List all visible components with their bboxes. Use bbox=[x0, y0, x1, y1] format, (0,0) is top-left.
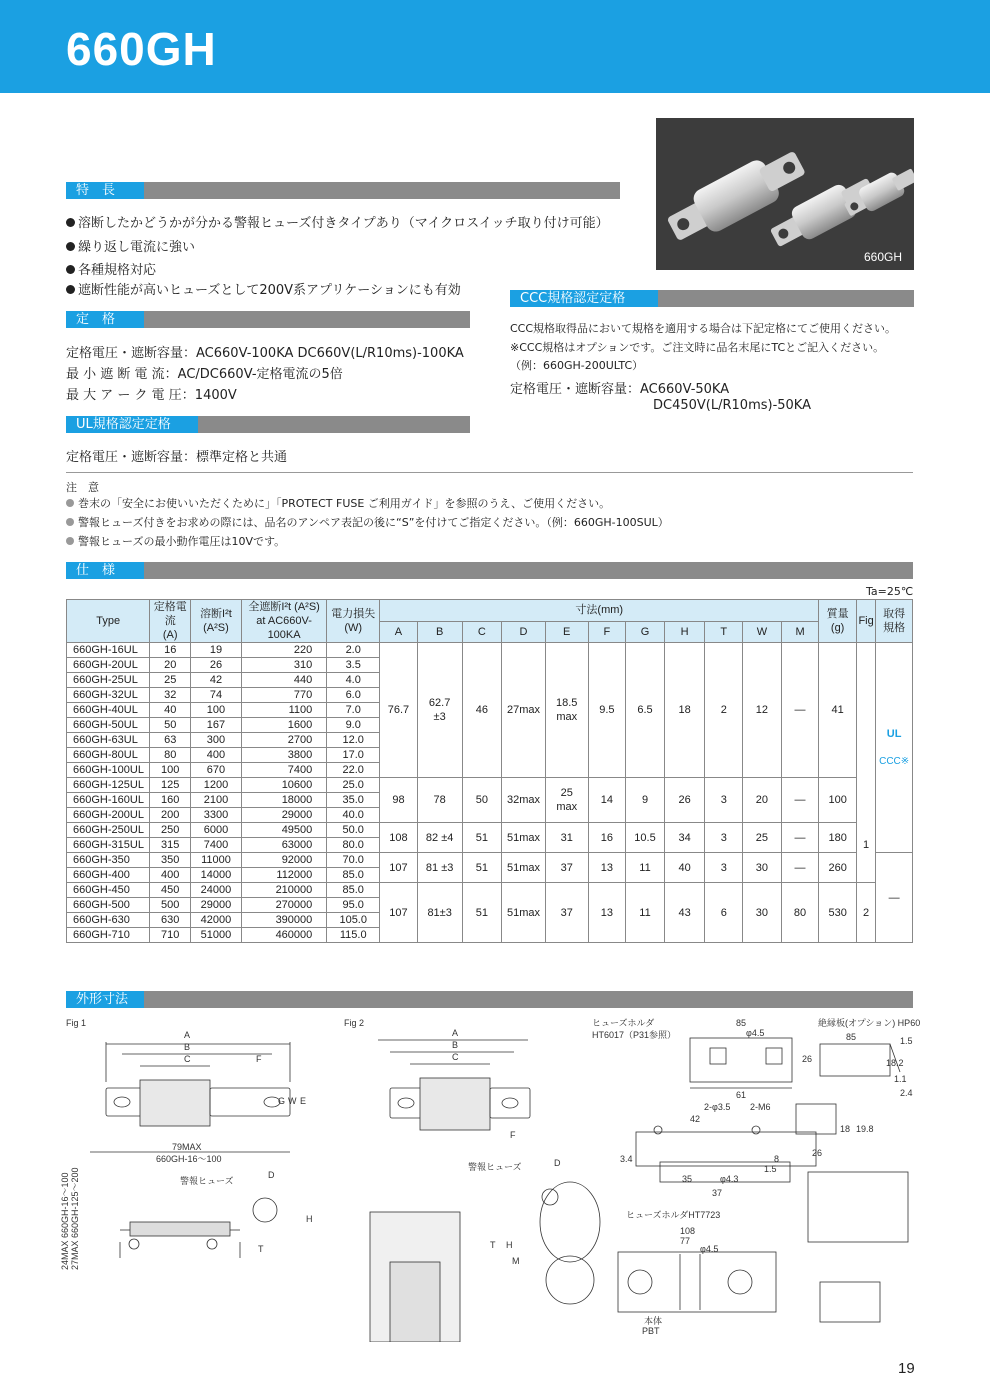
plate-dim-85: 85 bbox=[846, 1032, 857, 1042]
rating-row: 最 小 遮 断 電 流：AC/DC660V-定格電流の5倍 bbox=[66, 367, 343, 382]
cell-dim-h: 18 bbox=[664, 643, 705, 778]
ccc-tag: CCC規格認定定格 bbox=[510, 290, 658, 307]
divider bbox=[66, 472, 913, 473]
cell-type: 660GH-315UL bbox=[67, 838, 150, 853]
cell-type: 660GH-20UL bbox=[67, 658, 150, 673]
cell-dim-d: 27max bbox=[502, 643, 546, 778]
cell-dim-a: 98 bbox=[380, 778, 418, 823]
plate-dim-15: 1.5 bbox=[900, 1036, 913, 1046]
dim-g: G bbox=[278, 1096, 286, 1106]
dim-phi45: φ4.5 bbox=[746, 1028, 765, 1038]
feature-item: 各種規格対応 bbox=[66, 259, 156, 278]
cell-dim-e: 37 bbox=[545, 853, 588, 883]
ccc-line: （例：660GH-200ULTC） bbox=[510, 359, 644, 372]
holder-ht6017-ref: HT6017（P31参照） bbox=[592, 1030, 677, 1040]
col-loss: 電力損失 (W) bbox=[327, 600, 380, 643]
cell-type: 660GH-250UL bbox=[67, 823, 150, 838]
dim-f: F bbox=[256, 1054, 262, 1064]
dim-15: 1.5 bbox=[764, 1164, 777, 1174]
cell-dim-e: 31 bbox=[545, 823, 588, 853]
ccc-rating-dc: DC450V(L/R10ms)-50KA bbox=[653, 398, 811, 413]
cell-value: 2100 bbox=[191, 793, 242, 808]
cell-dim-a: 107 bbox=[380, 853, 418, 883]
cell-value: 400 bbox=[191, 748, 242, 763]
cell-value: 100 bbox=[150, 763, 191, 778]
cell-value: 32 bbox=[150, 688, 191, 703]
cell-value: 12.0 bbox=[327, 733, 380, 748]
fig2-label: Fig 2 bbox=[344, 1018, 365, 1028]
cell-value: 10600 bbox=[241, 778, 326, 793]
rating-row: 定格電圧・遮断容量：AC660V-100KA DC660V(L/R10ms)-100KA bbox=[66, 346, 464, 361]
dim-e: E bbox=[300, 1096, 307, 1106]
dim-b: B bbox=[184, 1042, 191, 1052]
pbt-label: PBT bbox=[642, 1326, 660, 1336]
table-row bbox=[67, 778, 913, 793]
cell-type: 660GH-50UL bbox=[67, 718, 150, 733]
col-dim-f: F bbox=[588, 621, 626, 643]
cell-value: 3.5 bbox=[327, 658, 380, 673]
cell-dim-g: 11 bbox=[626, 853, 665, 883]
features-tag: 特 長 bbox=[66, 182, 144, 199]
dim-a: A bbox=[184, 1030, 191, 1040]
note-item: 警報ヒューズ付きをお求めの際には、品名のアンペア表記の後に“S”を付けてご指定ください。（例：660GH-100SUL） bbox=[66, 514, 669, 530]
cell-value: 100 bbox=[191, 703, 242, 718]
ul-rating-text: 定格電圧・遮断容量：標準定格と共通 bbox=[66, 450, 288, 465]
cell-value: 460000 bbox=[241, 928, 326, 943]
dim-m6: 2-M6 bbox=[750, 1102, 771, 1112]
photo-label: 660GH bbox=[863, 250, 902, 264]
dim-108: 108 bbox=[680, 1226, 696, 1236]
cell-type: 660GH-25UL bbox=[67, 673, 150, 688]
cell-fig: 2 bbox=[856, 883, 875, 943]
col-melting: 溶断I²t (A²S) bbox=[191, 600, 242, 643]
dim-8: 8 bbox=[774, 1154, 780, 1164]
cell-value: 4.0 bbox=[327, 673, 380, 688]
table-row bbox=[67, 853, 913, 868]
cell-type: 660GH-63UL bbox=[67, 733, 150, 748]
cell-dim-e: 25 max bbox=[545, 778, 588, 823]
cell-dim-d: 32max bbox=[502, 778, 546, 823]
table-row bbox=[67, 823, 913, 838]
ul-section-bar bbox=[66, 416, 470, 433]
cell-dim-f: 13 bbox=[588, 853, 626, 883]
outline-section-bar bbox=[66, 991, 913, 1008]
col-dim-t: T bbox=[705, 621, 743, 643]
col-dim-g: G bbox=[626, 621, 665, 643]
cell-dim-m: 80 bbox=[781, 883, 819, 943]
cell-value: 210000 bbox=[241, 883, 326, 898]
rating-row: 最 大 ア ー ク 電 圧：1400V bbox=[66, 388, 237, 403]
plate-dim-11: 1.1 bbox=[894, 1074, 907, 1084]
cell-value: 80 bbox=[150, 748, 191, 763]
cell-value: 450 bbox=[150, 883, 191, 898]
spec-table bbox=[66, 599, 913, 943]
spec-section-bar bbox=[66, 562, 913, 579]
dim-61: 61 bbox=[736, 1090, 747, 1100]
col-dim-a: A bbox=[380, 621, 418, 643]
dim-c: C bbox=[184, 1054, 191, 1064]
cell-mass: 180 bbox=[819, 823, 857, 853]
cell-dim-h: 40 bbox=[664, 853, 705, 883]
cell-dim-f: 14 bbox=[588, 778, 626, 823]
cell-value: 3300 bbox=[191, 808, 242, 823]
ul-tag: UL規格認定定格 bbox=[66, 416, 198, 433]
cell-dim-t: 3 bbox=[705, 823, 743, 853]
cell-value: 95.0 bbox=[327, 898, 380, 913]
cell-type: 660GH-32UL bbox=[67, 688, 150, 703]
cell-value: 390000 bbox=[241, 913, 326, 928]
cell-dim-w: 20 bbox=[743, 778, 782, 823]
cell-dim-d: 51max bbox=[502, 853, 546, 883]
cell-type: 660GH-100UL bbox=[67, 763, 150, 778]
cell-dim-h: 26 bbox=[664, 778, 705, 823]
cell-value: 1200 bbox=[191, 778, 242, 793]
page-header bbox=[0, 0, 990, 93]
cell-dim-t: 2 bbox=[705, 643, 743, 778]
dim-198: 19.8 bbox=[856, 1124, 874, 1134]
cell-value: 500 bbox=[150, 898, 191, 913]
cell-value: 105.0 bbox=[327, 913, 380, 928]
cell-dim-b: 78 bbox=[417, 778, 462, 823]
cell-value: 350 bbox=[150, 853, 191, 868]
col-clearing: 全遮断I²t (A²S) at AC660V-100KA bbox=[241, 600, 326, 643]
col-dim-m: M bbox=[781, 621, 819, 643]
cell-value: 11000 bbox=[191, 853, 242, 868]
cell-dim-w: 25 bbox=[743, 823, 782, 853]
page-number: 19 bbox=[898, 1360, 915, 1377]
cell-type: 660GH-125UL bbox=[67, 778, 150, 793]
cell-value: 17.0 bbox=[327, 748, 380, 763]
cell-value: 25.0 bbox=[327, 778, 380, 793]
cell-dim-g: 6.5 bbox=[626, 643, 665, 778]
rating-tag: 定 格 bbox=[66, 311, 144, 328]
cell-dim-c: 51 bbox=[462, 823, 502, 853]
cell-dim-c: 46 bbox=[462, 643, 502, 778]
cell-value: 42000 bbox=[191, 913, 242, 928]
cell-standards-none: — bbox=[876, 853, 913, 943]
cell-value: 315 bbox=[150, 838, 191, 853]
col-dims: 寸法(mm) bbox=[380, 600, 819, 622]
dim-34: 3.4 bbox=[620, 1154, 633, 1164]
ul-mark-icon: UL bbox=[886, 727, 902, 740]
fig2-dim-f: F bbox=[510, 1130, 516, 1140]
cell-value: 92000 bbox=[241, 853, 326, 868]
cell-dim-d: 51max bbox=[502, 883, 546, 943]
cell-dim-t: 3 bbox=[705, 778, 743, 823]
cell-value: 630 bbox=[150, 913, 191, 928]
cell-value: 19 bbox=[191, 643, 242, 658]
dim-26b: 26 bbox=[812, 1148, 823, 1158]
insulation-plate-label: 絶縁板(オプション) HP60 bbox=[818, 1018, 920, 1028]
cell-value: 300 bbox=[191, 733, 242, 748]
cell-value: 22.0 bbox=[327, 763, 380, 778]
col-dim-c: C bbox=[462, 621, 502, 643]
cell-fig: 1 bbox=[856, 643, 875, 883]
cell-value: 2700 bbox=[241, 733, 326, 748]
dim-h: H bbox=[306, 1214, 313, 1224]
bullet-icon bbox=[66, 265, 75, 274]
cell-value: 220 bbox=[241, 643, 326, 658]
cell-type: 660GH-40UL bbox=[67, 703, 150, 718]
cell-value: 42 bbox=[191, 673, 242, 688]
cell-value: 6000 bbox=[191, 823, 242, 838]
plate-dim-182: 18.2 bbox=[886, 1058, 904, 1068]
cell-value: 3800 bbox=[241, 748, 326, 763]
cell-value: 2.0 bbox=[327, 643, 380, 658]
cell-value: 74 bbox=[191, 688, 242, 703]
cell-dim-b: 81 ±3 bbox=[417, 853, 462, 883]
dim-t: T bbox=[258, 1244, 264, 1254]
cell-value: 1600 bbox=[241, 718, 326, 733]
holder-ht7723-label: ヒューズホルダHT7723 bbox=[626, 1210, 721, 1220]
cell-standards bbox=[876, 643, 913, 853]
cell-dim-f: 16 bbox=[588, 823, 626, 853]
cell-value: 26 bbox=[191, 658, 242, 673]
cell-dim-t: 6 bbox=[705, 883, 743, 943]
cell-value: 7400 bbox=[191, 838, 242, 853]
rating-section-bar bbox=[66, 311, 470, 328]
cell-value: 770 bbox=[241, 688, 326, 703]
note-item: 巻末の「安全にお使いいただくために」「PROTECT FUSE ご利用ガイド」を参照のうえ、ご使用ください。 bbox=[66, 495, 610, 511]
table-row bbox=[67, 643, 913, 658]
cell-mass: 530 bbox=[819, 883, 857, 943]
cell-value: 63 bbox=[150, 733, 191, 748]
cell-type: 660GH-500 bbox=[67, 898, 150, 913]
feature-item: 繰り返し電流に強い bbox=[66, 236, 195, 255]
dim-range: 660GH-16～100 bbox=[156, 1154, 222, 1164]
cell-type: 660GH-80UL bbox=[67, 748, 150, 763]
feature-item: 遮断性能が高いヒューズとして200V系アプリケーションにも有効 bbox=[66, 279, 461, 298]
dim-w: W bbox=[288, 1096, 297, 1106]
page-title: 660GH bbox=[66, 23, 217, 75]
cell-mass: 41 bbox=[819, 643, 857, 778]
cell-value: 200 bbox=[150, 808, 191, 823]
cell-dim-h: 43 bbox=[664, 883, 705, 943]
cell-dim-m: — bbox=[781, 823, 819, 853]
cell-dim-a: 107 bbox=[380, 883, 418, 943]
bullet-icon bbox=[66, 499, 74, 507]
dim-37: 37 bbox=[712, 1188, 723, 1198]
cell-value: 115.0 bbox=[327, 928, 380, 943]
dim-d: D bbox=[268, 1170, 275, 1180]
ccc-rating: 定格電圧・遮断容量：AC660V-50KA bbox=[510, 382, 730, 397]
cell-value: 710 bbox=[150, 928, 191, 943]
fig2-dim-m: M bbox=[512, 1256, 520, 1266]
cell-value: 16 bbox=[150, 643, 191, 658]
cell-dim-w: 30 bbox=[743, 853, 782, 883]
col-dim-w: W bbox=[743, 621, 782, 643]
ccc-line: CCC規格取得品において規格を適用する場合は下記定格にてご使用ください。 bbox=[510, 322, 897, 335]
col-fig: Fig bbox=[856, 600, 875, 643]
feature-item: 溶断したかどうかが分かる警報ヒューズ付きタイプあり（マイクロスイッチ取り付け可能） bbox=[66, 212, 609, 231]
alarm-fuse-label: 警報ヒューズ bbox=[180, 1176, 234, 1186]
cell-dim-e: 18.5 max bbox=[545, 643, 588, 778]
cell-value: 440 bbox=[241, 673, 326, 688]
cell-value: 29000 bbox=[241, 808, 326, 823]
cell-dim-g: 9 bbox=[626, 778, 665, 823]
cell-value: 85.0 bbox=[327, 868, 380, 883]
bullet-icon bbox=[66, 285, 75, 294]
cell-dim-c: 51 bbox=[462, 853, 502, 883]
cell-type: 660GH-630 bbox=[67, 913, 150, 928]
ccc-line: ※CCC規格はオプションです。ご注文時に品名末尾にTCとご記入ください。 bbox=[510, 341, 885, 354]
outline-tag: 外形寸法 bbox=[66, 991, 144, 1008]
col-dim-e: E bbox=[545, 621, 588, 643]
cell-value: 250 bbox=[150, 823, 191, 838]
cell-dim-d: 51max bbox=[502, 823, 546, 853]
cell-value: 24000 bbox=[191, 883, 242, 898]
cell-dim-b: 82 ±4 bbox=[417, 823, 462, 853]
cell-value: 7400 bbox=[241, 763, 326, 778]
cell-value: 50 bbox=[150, 718, 191, 733]
cell-type: 660GH-710 bbox=[67, 928, 150, 943]
dim-18: 18 bbox=[840, 1124, 851, 1134]
cell-type: 660GH-400 bbox=[67, 868, 150, 883]
cell-value: 167 bbox=[191, 718, 242, 733]
bullet-icon bbox=[66, 537, 74, 545]
cell-value: 112000 bbox=[241, 868, 326, 883]
dim-phi43: φ4.3 bbox=[720, 1174, 739, 1184]
cell-type: 660GH-16UL bbox=[67, 643, 150, 658]
cell-value: 18000 bbox=[241, 793, 326, 808]
cell-value: 51000 bbox=[191, 928, 242, 943]
dim-77: 77 bbox=[680, 1236, 691, 1246]
col-dim-d: D bbox=[502, 621, 546, 643]
body-label: 本体 bbox=[644, 1316, 663, 1326]
vertical-dim-2: 27MAX 660GH-125～200 bbox=[70, 1167, 80, 1270]
col-type: Type bbox=[67, 600, 150, 643]
cell-dim-a: 108 bbox=[380, 823, 418, 853]
fig1-label: Fig 1 bbox=[66, 1018, 87, 1028]
cell-type: 660GH-350 bbox=[67, 853, 150, 868]
col-std: 取得 規格 bbox=[876, 600, 913, 643]
cell-value: 270000 bbox=[241, 898, 326, 913]
cell-value: 1100 bbox=[241, 703, 326, 718]
cell-dim-m: — bbox=[781, 643, 819, 778]
cell-value: 25 bbox=[150, 673, 191, 688]
cell-dim-f: 13 bbox=[588, 883, 626, 943]
cell-dim-b: 62.7 ±3 bbox=[417, 643, 462, 778]
fig2-dim-h: H bbox=[506, 1240, 513, 1250]
ambient-temperature: Ta=25℃ bbox=[866, 585, 914, 598]
spec-tag: 仕 様 bbox=[66, 562, 144, 579]
bullet-icon bbox=[66, 218, 75, 227]
dim-35: 35 bbox=[682, 1174, 693, 1184]
fig2-dim-b: B bbox=[452, 1040, 459, 1050]
cell-dim-g: 10.5 bbox=[626, 823, 665, 853]
cell-mass: 260 bbox=[819, 853, 857, 883]
cell-value: 20 bbox=[150, 658, 191, 673]
cell-value: 35.0 bbox=[327, 793, 380, 808]
cell-dim-m: — bbox=[781, 778, 819, 823]
dim-phi35: 2-φ3.5 bbox=[704, 1102, 731, 1112]
cell-value: 6.0 bbox=[327, 688, 380, 703]
cell-type: 660GH-450 bbox=[67, 883, 150, 898]
dim-phi45b: φ4.5 bbox=[700, 1244, 719, 1254]
col-mass: 質量 (g) bbox=[819, 600, 857, 643]
fig2-dim-d: D bbox=[554, 1158, 561, 1168]
cell-value: 85.0 bbox=[327, 883, 380, 898]
fig2-dim-c: C bbox=[452, 1052, 459, 1062]
cell-dim-b: 81±3 bbox=[417, 883, 462, 943]
col-current: 定格電流 (A) bbox=[150, 600, 191, 643]
fig2-dim-t: T bbox=[490, 1240, 496, 1250]
col-dim-h: H bbox=[664, 621, 705, 643]
cell-value: 7.0 bbox=[327, 703, 380, 718]
vertical-dim-1: 24MAX 660GH-16～100 bbox=[60, 1172, 70, 1270]
dim-85: 85 bbox=[736, 1018, 747, 1028]
cell-dim-c: 51 bbox=[462, 883, 502, 943]
dim-42: 42 bbox=[690, 1114, 701, 1124]
cell-value: 40 bbox=[150, 703, 191, 718]
plate-dim-24: 2.4 bbox=[900, 1088, 913, 1098]
product-photo bbox=[656, 118, 914, 270]
bullet-icon bbox=[66, 242, 75, 251]
features-section-bar bbox=[66, 182, 620, 199]
outline-drawings bbox=[60, 1012, 920, 1342]
ccc-mark-icon: CCC※ bbox=[879, 755, 910, 767]
cell-value: 9.0 bbox=[327, 718, 380, 733]
fig2-alarm-label: 警報ヒューズ bbox=[468, 1162, 522, 1172]
holder-ht6017-label: ヒューズホルダ bbox=[592, 1018, 655, 1028]
col-dim-b: B bbox=[417, 621, 462, 643]
cell-value: 670 bbox=[191, 763, 242, 778]
fuse-photo-illustration bbox=[656, 118, 914, 270]
cell-value: 80.0 bbox=[327, 838, 380, 853]
bullet-icon bbox=[66, 518, 74, 526]
cell-value: 400 bbox=[150, 868, 191, 883]
cell-type: 660GH-160UL bbox=[67, 793, 150, 808]
cell-dim-w: 12 bbox=[743, 643, 782, 778]
notes-title: 注 意 bbox=[66, 481, 99, 494]
cell-value: 160 bbox=[150, 793, 191, 808]
cell-dim-a: 76.7 bbox=[380, 643, 418, 778]
cell-mass: 100 bbox=[819, 778, 857, 823]
cell-value: 63000 bbox=[241, 838, 326, 853]
cell-value: 40.0 bbox=[327, 808, 380, 823]
ccc-section-bar bbox=[510, 290, 914, 307]
dim-79max: 79MAX bbox=[172, 1142, 202, 1152]
cell-dim-g: 11 bbox=[626, 883, 665, 943]
cell-value: 49500 bbox=[241, 823, 326, 838]
cell-dim-h: 34 bbox=[664, 823, 705, 853]
cell-dim-m: — bbox=[781, 853, 819, 883]
cell-value: 310 bbox=[241, 658, 326, 673]
cell-value: 125 bbox=[150, 778, 191, 793]
cell-dim-c: 50 bbox=[462, 778, 502, 823]
cell-dim-w: 30 bbox=[743, 883, 782, 943]
cell-value: 50.0 bbox=[327, 823, 380, 838]
cell-type: 660GH-200UL bbox=[67, 808, 150, 823]
note-item: 警報ヒューズの最小動作電圧は10Vです。 bbox=[66, 533, 285, 549]
cell-value: 29000 bbox=[191, 898, 242, 913]
cell-dim-t: 3 bbox=[705, 853, 743, 883]
table-row bbox=[67, 883, 913, 898]
cell-value: 14000 bbox=[191, 868, 242, 883]
fig2-dim-a: A bbox=[452, 1028, 459, 1038]
cell-dim-e: 37 bbox=[545, 883, 588, 943]
dim-26: 26 bbox=[802, 1054, 813, 1064]
cell-value: 70.0 bbox=[327, 853, 380, 868]
cell-dim-f: 9.5 bbox=[588, 643, 626, 778]
